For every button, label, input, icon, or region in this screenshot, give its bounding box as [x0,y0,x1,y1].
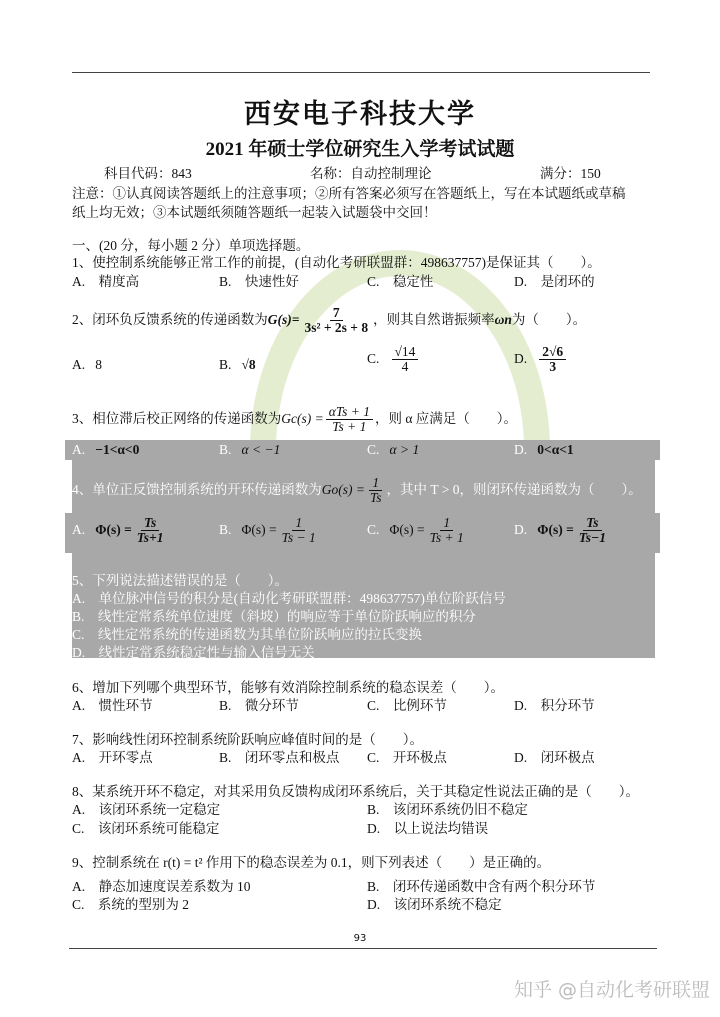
q5-option-a: A. 单位脉冲信号的积分是(自动化考研联盟群：498637757)单位阶跃信号 [72,591,506,606]
notice-line-1: 注意：①认真阅读答题纸上的注意事项；②所有答案必须写在答题纸上，写在本试题纸或草稿 [72,186,626,201]
q6-stem: 6、增加下列哪个典型环节，能够有效消除控制系统的稳态误差（ ）。 [72,680,504,695]
university-title: 西安电子科技大学 [244,99,476,129]
q2-option-d: D. $\frac{2√6}{3}$ [514,345,568,374]
q2-omega: ωn [494,311,512,327]
q2-stem [72,306,586,335]
q2-option-b: B. √8 [219,357,256,372]
q2-fraction [301,306,371,335]
q8-option-d: D. 以上说法均错误 [367,821,489,836]
top-rule [72,72,650,73]
q6-option-a: A. 惯性环节 [72,698,153,713]
q8-option-c: C. 该闭环系统可能稳定 [72,821,220,836]
q9-option-b: B. 闭环传递函数中含有两个积分环节 [367,879,596,894]
source-watermark: 知乎 @自动化考研联盟 [513,979,710,1001]
q9-option-a: A. 静态加速度误差系数为 10 [72,879,251,894]
notice-line-2: 纸上均无效；③本试题纸须随答题纸一起装入试题袋中交回！ [72,205,437,220]
q1-option-a: A. 精度高 [72,274,140,289]
q7-stem: 7、影响线性闭环控制系统阶跃响应峰值时间的是（ ）。 [72,732,423,747]
q1-option-b: B. 快速性好 [219,274,299,289]
q2-stem-end: 为（ ）。 [511,311,587,327]
q5-option-c: C. 线性定常系统的传递函数为其单位阶跃响应的拉氏变换 [72,627,422,642]
q6-option-d: D. 积分环节 [514,698,595,713]
q8-stem: 8、某系统开环不稳定，对其采用负反馈构成闭环系统后，关于其稳定性说法正确的是（ ）。 [72,784,639,799]
q6-option-c: C. 比例环节 [367,698,447,713]
q9-option-c: C. 系统的型别为 2 [72,897,190,912]
q4-option-a: A. Φ(s) = $\frac{Ts}{Ts+1}$ [72,515,164,546]
full-score: 满分：150 [540,166,601,181]
bottom-rule [69,948,657,949]
q4-stem: 4、单位正反馈控制系统的开环传递函数为Go(s) = $\frac{1}{Ts}$ ，其中 T > 0，则闭环传递函数为（ ）。 [72,475,642,506]
q3-option-a: A. −1<α<0 [72,442,140,457]
q9-option-d: D. 该闭环系统不稳定 [367,897,502,912]
q2-num: 7 [330,306,343,321]
section-heading: 一、(20 分，每小题 2 分）单项选择题。 [72,238,310,253]
q3-stem: 3、相位滞后校正网络的传递函数为Gc(s) = $\frac{\text{αTs + 1}}{Ts + 1}$ ，则 α 应满足（ ）。 [72,404,518,435]
q1-option-d: D. 是闭环的 [514,274,595,289]
q7-option-a: A. 开环零点 [72,750,153,765]
q2-option-a: A. 8 [72,357,102,372]
q8-option-b: B. 该闭环系统仍旧不稳定 [367,802,528,817]
q4-option-c: C. Φ(s) = $\frac{1}{Ts + 1}$ [367,515,464,546]
q2-den: 3s² + 2s + 8 [304,320,369,336]
q2-stem-text: 2、闭环负反馈系统的传递函数为 [72,311,268,327]
q8-option-a: A. 该闭环系统一定稳定 [72,802,221,817]
q5-stem: 5、下列说法描述错误的是（ ）。 [72,573,288,588]
q1-stem: 1、使控制系统能够正常工作的前提，(自动化考研联盟群：498637757)是保证其（ ）。 [72,255,601,270]
q6-option-b: B. 微分环节 [219,698,299,713]
q4-option-b: B. Φ(s) = $\frac{1}{Ts - 1}$ [219,515,316,546]
q4-option-d: D. Φ(s) = $\frac{Ts}{Ts-1}$ [514,515,606,546]
page-number: 93 [353,933,367,944]
subject-code: 科目代码：843 [104,166,192,181]
q7-option-b: B. 闭环零点和极点 [219,750,340,765]
q3-option-d: D. 0<α<1 [514,442,574,457]
q7-option-d: D. 闭环极点 [514,750,595,765]
q3-option-c: C. α > 1 [367,442,420,457]
subject-name: 名称：自动控制理论 [310,166,432,181]
q2-option-c: C. $\frac{√14}{4}$ [367,345,420,374]
q3-option-b: B. α < −1 [219,442,281,457]
q7-option-c: C. 开环极点 [367,750,447,765]
q5-option-b: B. 线性定常系统单位速度（斜坡）的响应等于单位阶跃响应的积分 [72,609,476,624]
exam-title: 2021 年硕士学位研究生入学考试试题 [205,139,515,160]
q2-g: G(s)= [267,311,300,327]
q9-stem: 9、控制系统在 r(t) = t² 作用下的稳态误差为 0.1，则下列表述（ ）是正确的。 [72,855,551,870]
q1-option-c: C. 稳定性 [367,274,434,289]
q5-option-d: D. 线性定常系统稳定性与输入信号无关 [72,645,315,660]
q2-stem-post: ，则其自然谐振频率 [373,311,495,327]
